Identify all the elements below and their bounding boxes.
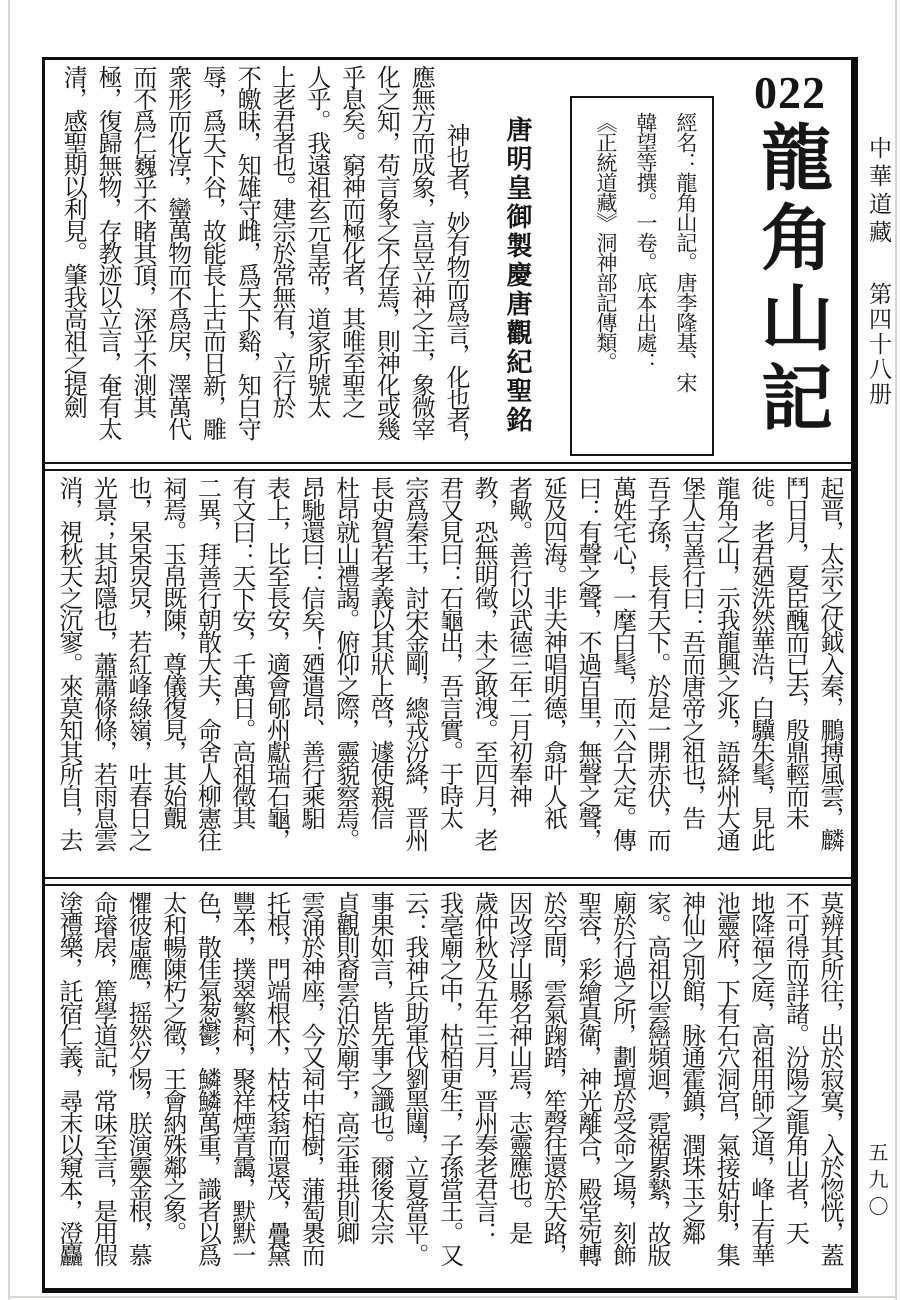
middle-band-columns xyxy=(50,476,846,872)
text-column: 杜昂就山禮謁。俯仰之際，靈貌察焉。 xyxy=(331,476,358,850)
text-column: 神也者，妙有物而爲言，化也者， xyxy=(442,123,468,453)
text-column: 萬姓宅心，一麾白髦，而六合大定。傳 xyxy=(608,476,635,850)
text-column: 不可得而詳諸。汾陽之龍角山者，天 xyxy=(781,891,808,1243)
text-column: 懼彼虛應，摇然夕惕，朕演靈金根，慕 xyxy=(124,891,151,1265)
text-column: 經名：龍角山記。唐李隆基、宋 xyxy=(674,112,698,392)
text-column: 辱，爲天下谷，故能長上古而日新，雕 xyxy=(198,65,225,439)
text-column: 宗爲秦王，討宋金剛，總戎汾絳，晋州 xyxy=(400,476,427,850)
text-column: 表上，比至長安，適會郇州獻瑞石龜， xyxy=(262,476,289,850)
text-column: 二異，拜善行朝散大夫，命舍人柳憲往 xyxy=(193,476,220,850)
text-column: 光景；其却隱也，蕭蕭條條，若雨息雲 xyxy=(89,476,116,850)
text-column: 教，恐無明徵，未之敢洩。至四月，老 xyxy=(470,476,497,850)
colophon-box xyxy=(570,96,714,456)
text-column: 吾子孫，長有天下。於是一開赤伏，而 xyxy=(643,476,670,850)
text-column: 清，感聖期以利見。肇我高祖之提劍 xyxy=(59,65,86,417)
text-column: 堡人吉善行曰：吾而唐帝之祖也，告 xyxy=(677,476,704,828)
series-title: 中華道藏 xyxy=(866,136,891,248)
text-column: 雲涌於神座，今又祠中栢樹，蒲萄褁而 xyxy=(297,891,324,1265)
text-column: 長史賀若孝義以其狀上啓，遽使親信 xyxy=(366,476,393,828)
text-column: 人乎。我遠祖玄元皇帝，道家所號太 xyxy=(302,65,329,417)
text-column: 應無方而成象，言豈立神之主，象微宰 xyxy=(407,65,434,439)
text-column: 莫辨其所往，出於寂寞，入於惚恍，蓋 xyxy=(816,891,842,1265)
text-column: 君又見曰：石龜出，吾言實。于時太 xyxy=(435,476,462,828)
bottom-band-columns xyxy=(50,891,846,1283)
band-middle xyxy=(45,469,851,879)
text-column: 乎息矣。窮神而極化者，其唯至聖之 xyxy=(337,65,364,417)
text-column: 者歟。善行以武德三年二月初奉神 xyxy=(504,476,531,806)
text-column: 曰：有聲之聲，不過百里，無聲之聲， xyxy=(573,476,600,850)
scan-edge-right xyxy=(895,0,897,1300)
scan-edge-left xyxy=(8,0,10,1300)
text-column: 池靈府，下有石穴洞宫，氣接姑射，集 xyxy=(712,891,739,1265)
scan-edge-bottom xyxy=(8,1296,897,1298)
text-column: 延及四海。非夫神唱明德，翕叶人祇 xyxy=(539,476,566,828)
text-column: 鬥日月，夏臣醜而已去，殷鼎輕而未 xyxy=(781,476,808,828)
text-column: 上老君者也。建宗於常無有，立行於 xyxy=(268,65,295,417)
text-column: 《正統道藏》洞神部記傳類。 xyxy=(594,112,618,372)
text-column: 龍角之山，示我龍興之兆，語絳州大通 xyxy=(712,476,739,850)
text-column: 家。高祖以雲巒頻迴，霓裾累縶，故版 xyxy=(643,891,670,1265)
text-column: 極，復歸無物，存教迹以立言，奄有太 xyxy=(94,65,121,439)
text-column: 聖容，彩繪真衛，神光離合，殿堂宛轉 xyxy=(573,891,600,1265)
text-column: 昂馳還曰：信矣！廼遣昂、善行乘馹 xyxy=(297,476,324,828)
text-column: 廟於行過之所，劃壇於受命之場，刻飾 xyxy=(608,891,635,1265)
text-column: 因改浮山縣名神山焉，志靈應也。是 xyxy=(504,891,531,1243)
text-column: 地降福之庭，高祖用師之道，峰上有華 xyxy=(746,891,773,1265)
text-column: 貞觀則裔雲泊於廟宇，高宗垂拱則卿 xyxy=(331,891,358,1243)
page-number: 五九〇 xyxy=(865,1142,887,1223)
colophon-columns xyxy=(572,98,712,454)
top-band-columns xyxy=(48,65,472,457)
band-bottom xyxy=(45,884,851,1288)
text-column: 不皦昧，知雄守雌，爲天下谿，知白守 xyxy=(233,65,260,439)
text-title: 龍角山記 xyxy=(750,120,830,440)
text-column: 起晋，太宗之仗鉞入秦，鵬搏風雲，麟 xyxy=(816,476,842,850)
text-column: 韓望等撰。一卷。底本出處： xyxy=(634,112,658,372)
text-column: 歲仲秋及五年三月，晋州奏老君言： xyxy=(470,891,497,1243)
text-column: 事果如言，皆先事之讖也。爾後太宗 xyxy=(366,891,393,1243)
volume-label: 第四十八册 xyxy=(866,282,891,407)
band-top xyxy=(45,60,851,464)
text-column: 云：我神兵助軍伐劉黑闥，立夏當平。 xyxy=(400,891,427,1265)
text-column: 祠焉。玉帛既陳，尊儀復見，其始覿 xyxy=(158,476,185,828)
text-column: 而不爲仁巍乎不睹其頂，深乎不測其 xyxy=(128,65,155,417)
text-column: 豐本，撲翠繁柯，聚祥煙青靄，默默一 xyxy=(227,891,254,1265)
text-column: 有文曰：天下安，千萬日。高祖徵其 xyxy=(227,476,254,828)
text-column: 神仙之別館，脉通霍鎮，潤珠玉之鄰 xyxy=(677,891,704,1243)
text-column: 消，視秋天之沉寥。來莫知其所自，去 xyxy=(54,476,81,850)
text-column: 徙。老君廼洗然華浩，白驥朱髦，見此 xyxy=(746,476,773,850)
page-frame xyxy=(42,57,858,1293)
text-column: 色，散佳氣葱鬱，鱗鱗萬重，識者以爲 xyxy=(193,891,220,1265)
text-column: 也，杲杲炅炅，若紅峰綠嶺，吐春日之 xyxy=(124,476,151,850)
section-heading: 唐明皇御製慶唐觀紀聖銘 xyxy=(503,116,532,435)
text-serial-number: 022 xyxy=(754,67,826,118)
text-column: 太和暢陳朽之徵，王會納殊鄰之象。 xyxy=(158,891,185,1243)
text-column: 於空間，雲氣踘踏，笙磬往還於天路， xyxy=(539,891,566,1265)
text-column: 化之知，苟言象之不存焉，則神化或幾 xyxy=(372,65,399,439)
text-column: 命璿扆，篤學道記，常味至言，是用假 xyxy=(89,891,116,1265)
text-column: 塗禮樂，託宿仁義，尋末以窺本，澄麤 xyxy=(54,891,81,1265)
text-column: 衆形而化淳，蠻萬物而不爲戻，澤萬代 xyxy=(163,65,190,439)
text-column: 托根，門端根木，枯枝蓊而還茂，疊黛 xyxy=(262,891,289,1265)
text-column: 我亳廟之中，枯栢更生，子孫當王。又 xyxy=(435,891,462,1265)
